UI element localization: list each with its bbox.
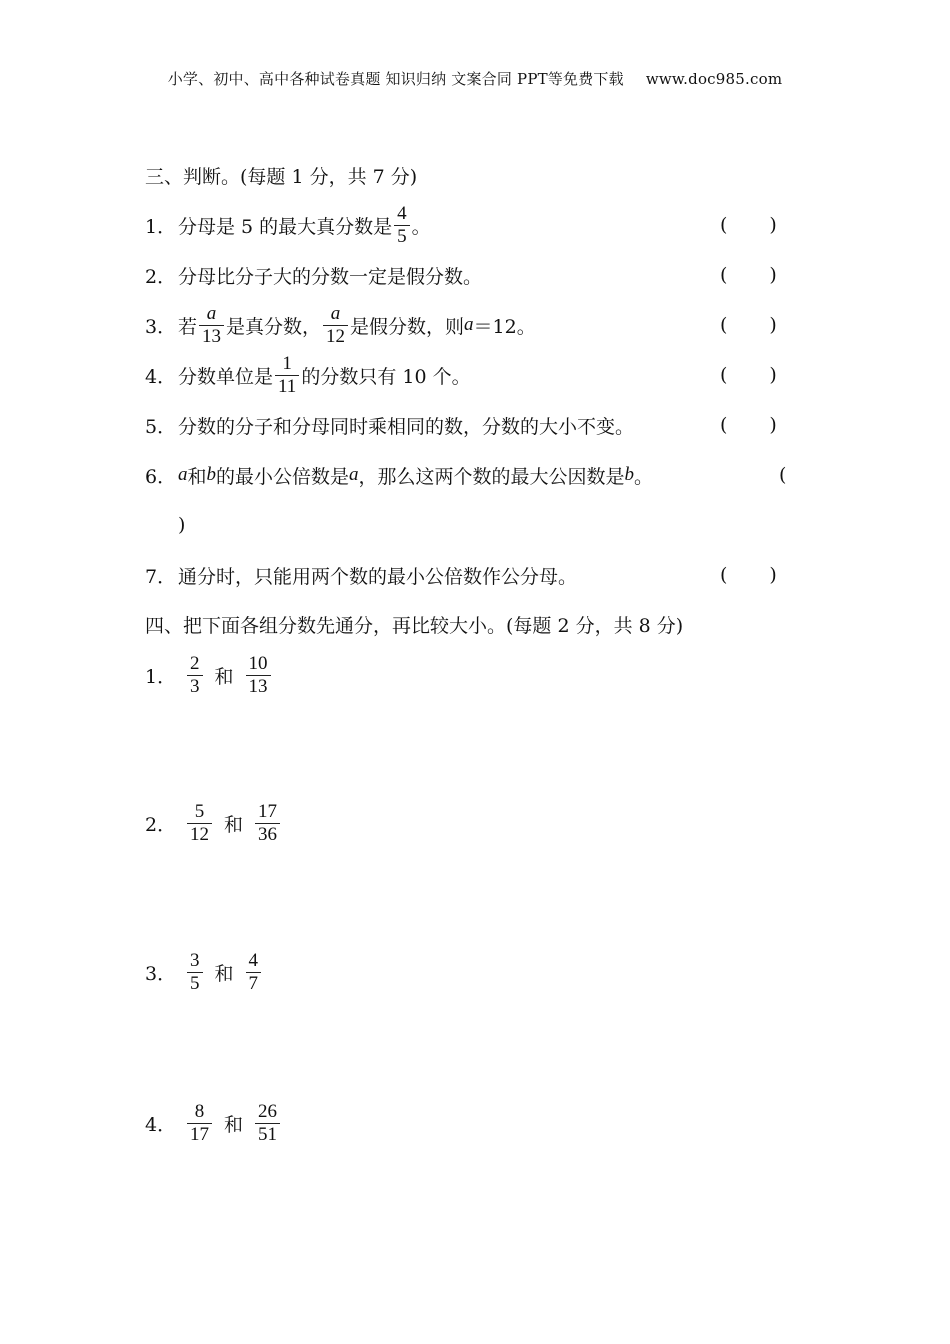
compare-item-2 (145, 793, 282, 853)
variable: a (349, 464, 359, 485)
fraction (246, 653, 271, 698)
denominator: 3 (190, 675, 200, 697)
fraction (246, 950, 262, 995)
paren-open: ( (720, 314, 728, 336)
denominator: 17 (190, 1123, 209, 1145)
question-text: ，那么这两个数的最大公因数是 (358, 465, 625, 488)
paren-open: ( (720, 414, 728, 436)
question-number: 3． (145, 962, 177, 985)
numerator: 5 (194, 800, 205, 822)
paren-open: ( (720, 564, 728, 586)
question-text: 若 (178, 315, 198, 338)
question-text: 是假分数，则 (350, 315, 465, 338)
numerator: a (330, 302, 341, 324)
answer-blank-1[interactable] (720, 200, 777, 250)
question-2 (145, 250, 482, 300)
question-number: 2． (145, 265, 177, 288)
section-4-title: 四、把下面各组分数先通分，再比较大小。(每题 2 分，共 8 分) (145, 615, 684, 637)
question-text: 的分数只有 10 个。 (301, 365, 471, 388)
numerator: 10 (248, 652, 268, 674)
question-text: 分数的分子和分母同时乘相同的数，分数的大小不变。 (178, 415, 635, 438)
and-label: 和 (214, 962, 234, 985)
and-label: 和 (224, 813, 244, 836)
paren-close: ) (178, 514, 186, 536)
question-text: 。 (634, 465, 654, 488)
numerator: 4 (397, 202, 407, 224)
fraction (394, 203, 410, 248)
answer-blank-5[interactable] (720, 400, 777, 450)
and-label: 和 (214, 665, 234, 688)
compare-item-4 (145, 1093, 282, 1153)
compare-item-1 (145, 645, 273, 705)
numerator: 8 (194, 1100, 205, 1122)
question-number: 2． (145, 813, 177, 836)
question-1 (145, 200, 431, 250)
paren-open: ( (720, 214, 728, 236)
paren-close: ) (769, 314, 777, 336)
answer-blank-6-open[interactable] (779, 450, 786, 500)
answer-blank-7[interactable] (720, 550, 777, 600)
fraction (323, 303, 348, 348)
question-4 (145, 350, 471, 400)
paren-open: ( (779, 464, 787, 486)
question-3 (145, 300, 536, 350)
fraction (275, 353, 299, 398)
question-text: 分数单位是 (178, 365, 274, 388)
numerator: 3 (190, 949, 200, 971)
denominator: 11 (278, 375, 297, 397)
question-text: ＝12。 (473, 315, 536, 338)
answer-blank-2[interactable] (720, 250, 777, 300)
paren-close: ) (769, 214, 777, 236)
header-text: 小学、初中、高中各种试卷真题 知识归纳 文案合同 PPT等免费下载 (167, 70, 624, 88)
paren-open: ( (720, 364, 728, 386)
numerator: 1 (282, 352, 292, 374)
fraction (255, 801, 280, 846)
denominator: 51 (258, 1123, 278, 1145)
page-header (0, 68, 950, 89)
question-text: 和 (187, 465, 207, 488)
compare-item-3 (145, 942, 263, 1002)
question-text: 通分时，只能用两个数的最小公倍数作公分母。 (178, 565, 578, 588)
question-text: 分母是 5 的最大真分数是 (178, 215, 393, 238)
numerator: 17 (258, 800, 278, 822)
question-text: 。 (411, 215, 431, 238)
question-text: 的最小公倍数是 (216, 465, 350, 488)
fraction (187, 653, 203, 698)
fraction (199, 303, 224, 348)
denominator: 36 (258, 823, 278, 845)
question-6 (145, 450, 653, 500)
question-number: 4． (145, 1113, 177, 1136)
variable: a (464, 314, 474, 335)
fraction (187, 950, 203, 995)
numerator: 2 (190, 652, 200, 674)
denominator: 13 (248, 675, 268, 697)
numerator: a (206, 302, 217, 324)
variable: a (178, 464, 188, 485)
answer-blank-4[interactable] (720, 350, 777, 400)
variable: b (206, 464, 217, 485)
question-number: 3． (145, 315, 177, 338)
denominator: 12 (190, 823, 209, 845)
denominator: 5 (190, 972, 200, 994)
answer-blank-3[interactable] (720, 300, 777, 350)
question-number: 7． (145, 565, 177, 588)
paren-open: ( (720, 264, 728, 286)
question-number: 1． (145, 215, 177, 238)
question-number: 4． (145, 365, 177, 388)
answer-blank-6-close[interactable] (178, 500, 185, 550)
fraction (187, 801, 212, 846)
denominator: 5 (397, 225, 407, 247)
and-label: 和 (224, 1113, 244, 1136)
question-number: 1． (145, 665, 177, 688)
paren-close: ) (769, 264, 777, 286)
header-url: www.doc985.com (645, 70, 783, 88)
numerator: 4 (248, 949, 259, 971)
variable: b (624, 464, 635, 485)
fraction (187, 1101, 212, 1146)
numerator: 26 (258, 1100, 278, 1122)
question-7 (145, 550, 577, 600)
denominator: 13 (202, 325, 222, 347)
denominator: 7 (248, 972, 259, 994)
question-text: 分母比分子大的分数一定是假分数。 (178, 265, 483, 288)
question-number: 6． (145, 465, 177, 488)
question-number: 5． (145, 415, 177, 438)
paren-close: ) (769, 564, 777, 586)
question-text: 是真分数， (226, 315, 322, 338)
denominator: 12 (326, 325, 346, 347)
paren-close: ) (769, 414, 777, 436)
question-5 (145, 400, 634, 450)
fraction (255, 1101, 280, 1146)
paren-close: ) (769, 364, 777, 386)
section-3-title: 三、判断。(每题 1 分，共 7 分) (145, 166, 418, 188)
